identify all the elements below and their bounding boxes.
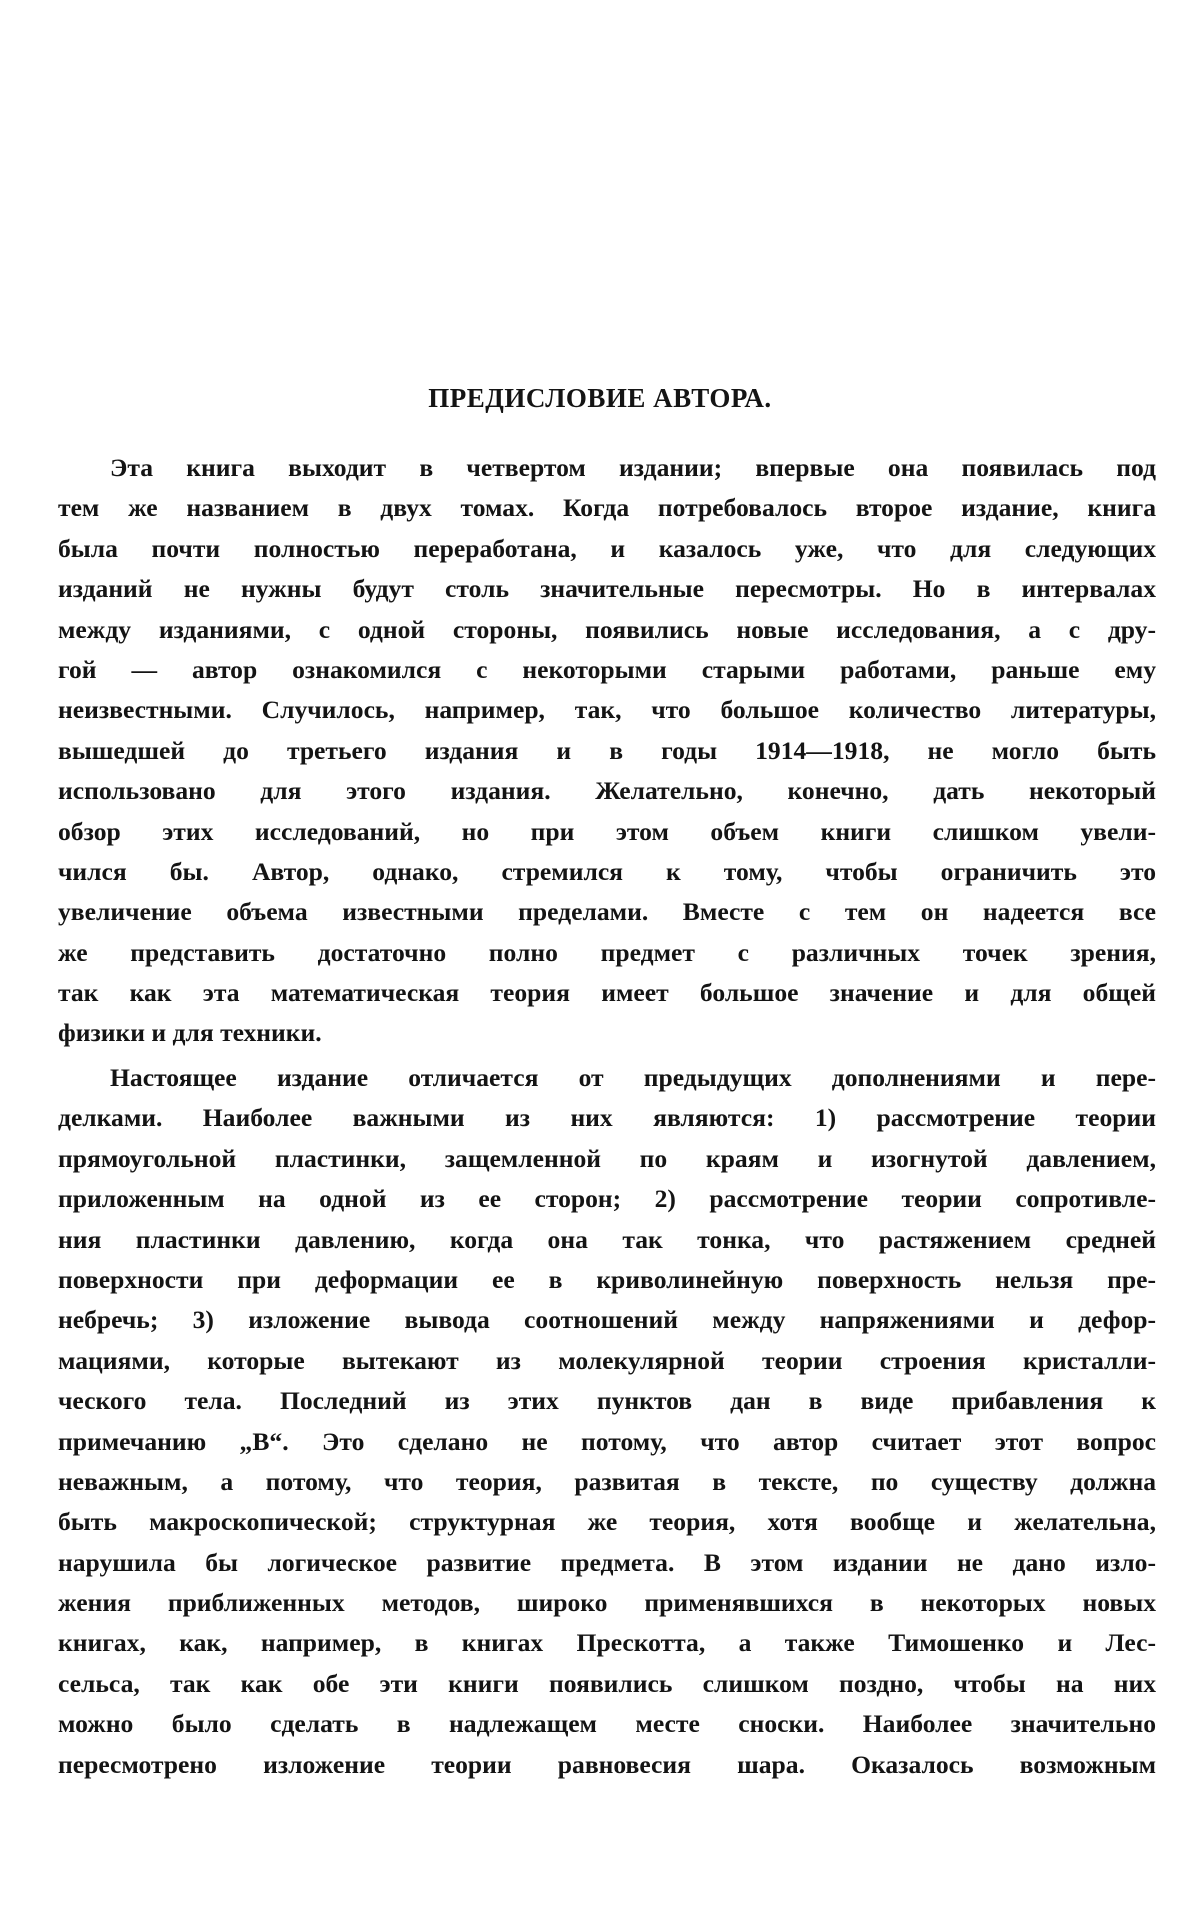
text-line: ческого тела. Последний из этих пунктов дан в виде прибавления к: [58, 1386, 1156, 1416]
text-line: нарушила бы логическое развитие предмета. В этом издании не дано изло-: [58, 1547, 1156, 1577]
text-line: обзор этих исследований, но при этом объем книги слишком увели-: [58, 816, 1156, 846]
text-line: делками. Наиболее важными из них являются: 1) рассмотрение теории: [58, 1103, 1156, 1133]
text-line: прямоугольной пластинки, защемленной по краям и изогнутой давлением,: [58, 1143, 1156, 1173]
paragraph-1: [58, 448, 1156, 1054]
text-line: пересмотрено изложение теории равновесия шара. Оказалось возможным: [58, 1749, 1156, 1779]
paragraph-2: [58, 1058, 1156, 1785]
text-line: вышедшей до третьего издания и в годы 1914—1918, не могло быть: [58, 735, 1156, 765]
text-line: Эта книга выходит в четвертом издании; впервые она появилась под: [110, 453, 1156, 482]
text-line: быть макроскопической; структурная же теория, хотя вообще и желательна,: [58, 1507, 1156, 1537]
text-line: поверхности при деформации ее в криволинейную поверхность нельзя пре-: [58, 1264, 1156, 1294]
text-line: физики и для техники.: [58, 1018, 322, 1048]
text-line: приложенным на одной из ее сторон; 2) рассмотрение теории сопротивле-: [58, 1184, 1156, 1214]
text-line: мациями, которые вытекают из молекулярной теории строения кристалли-: [58, 1345, 1156, 1375]
text-line: между изданиями, с одной стороны, появились новые исследования, а с дру-: [58, 614, 1156, 644]
text-line: тем же названием в двух томах. Когда потребовалось второе издание, книга: [58, 493, 1156, 523]
text-line: жения приближенных методов, широко применявшихся в некоторых новых: [58, 1588, 1156, 1618]
text-line: же представить достаточно полно предмет с различных точек зрения,: [58, 937, 1156, 967]
text-line: так как эта математическая теория имеет большое значение и для общей: [58, 978, 1156, 1008]
text-line: сельса, так как обе эти книги появились слишком поздно, чтобы на них: [58, 1668, 1156, 1698]
text-line: использовано для этого издания. Желательно, конечно, дать некоторый: [58, 776, 1156, 806]
text-line: можно было сделать в надлежащем месте сноски. Наиболее значительно: [58, 1709, 1156, 1739]
page-title: ПРЕДИСЛОВИЕ АВТОРА.: [428, 383, 772, 413]
text-line: была почти полностью переработана, и казалось уже, что для следующих: [58, 533, 1156, 563]
text-line: изданий не нужны будут столь значительные пересмотры. Но в интервалах: [58, 574, 1156, 604]
text-line: гой — автор ознакомился с некоторыми старыми работами, раньше ему: [58, 654, 1156, 684]
text-line: чился бы. Автор, однако, стремился к тому, чтобы ограничить это: [58, 856, 1156, 886]
text-line: Настоящее издание отличается от предыдущих дополнениями и пере-: [110, 1063, 1156, 1092]
text-line: небречь; 3) изложение вывода соотношений между напряжениями и дефор-: [58, 1305, 1156, 1335]
text-line: неважным, а потому, что теория, развитая в тексте, по существу должна: [58, 1466, 1156, 1496]
text-line: книгах, как, например, в книгах Прескотта, а также Тимошенко и Лес-: [58, 1628, 1156, 1658]
text-line: ния пластинки давлению, когда она так тонка, что растяжением средней: [58, 1224, 1156, 1254]
text-line: увеличение объема известными пределами. Вместе с тем он надеется все: [58, 897, 1156, 927]
text-line: неизвестными. Случилось, например, так, что большое количество литературы,: [58, 695, 1156, 725]
text-line: примечанию „В“. Это сделано не потому, что автор считает этот вопрос: [58, 1426, 1156, 1456]
